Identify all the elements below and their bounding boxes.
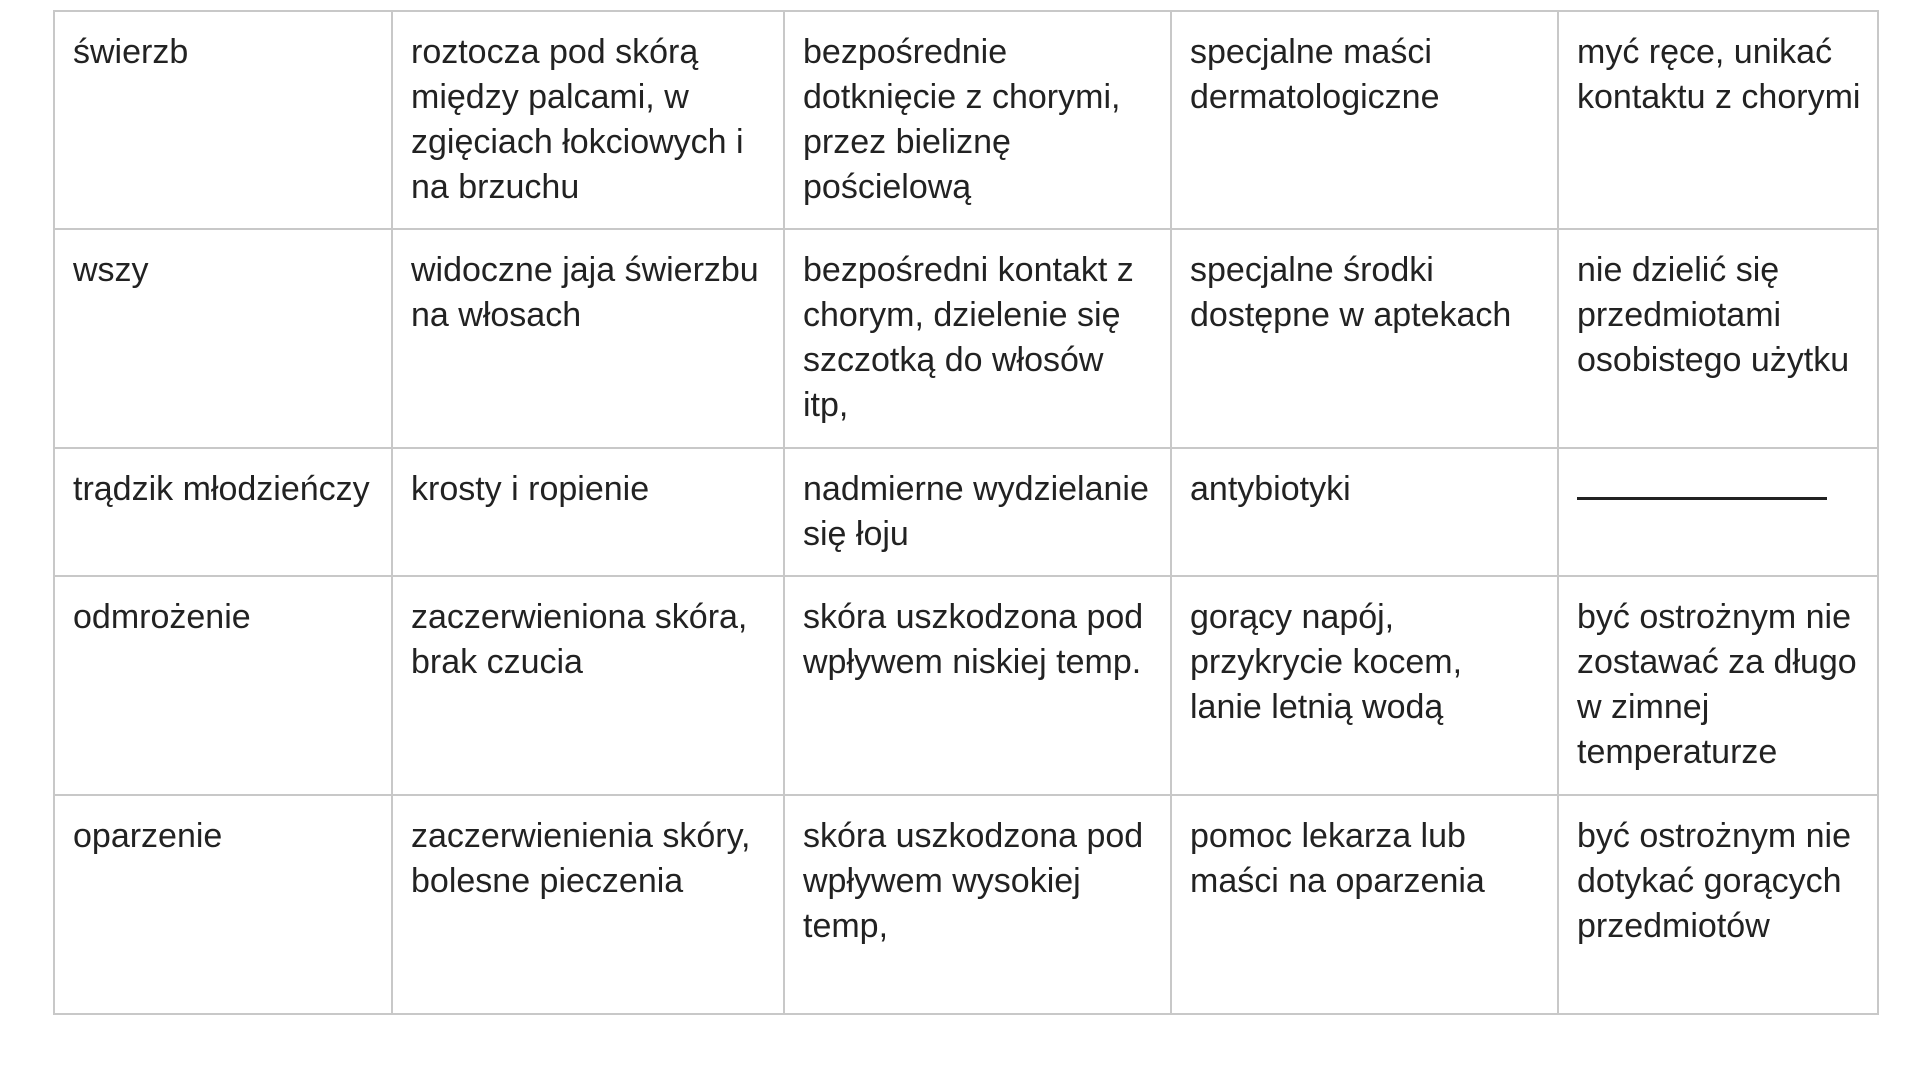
disease-table — [53, 10, 1879, 1015]
cell-symptoms: zaczerwienienia skóry, bolesne pieczenia — [392, 795, 784, 1014]
cell-condition: trądzik młodzieńczy — [54, 448, 392, 576]
cell-prevention: nie dzielić się przedmiotami osobistego użytku — [1558, 229, 1878, 448]
cell-treatment: pomoc lekarza lub maści na oparzenia — [1171, 795, 1558, 1014]
cell-symptoms: widoczne jaja świerzbu na włosach — [392, 229, 784, 448]
cell-treatment: gorący napój, przykrycie kocem, lanie letnią wodą — [1171, 576, 1558, 795]
cell-symptoms: zaczerwieniona skóra, brak czucia — [392, 576, 784, 795]
table-row — [54, 448, 1878, 576]
cell-condition: świerzb — [54, 11, 392, 229]
cell-condition: odmrożenie — [54, 576, 392, 795]
table-row — [54, 11, 1878, 229]
cell-cause: nadmierne wydzielanie się łoju — [784, 448, 1171, 576]
cell-symptoms: roztocza pod skórą między palcami, w zgięciach łokciowych i na brzuchu — [392, 11, 784, 229]
cell-treatment: specjalne środki dostępne w aptekach — [1171, 229, 1558, 448]
cell-prevention — [1558, 448, 1878, 576]
cell-cause: skóra uszkodzona pod wpływem wysokiej temp, — [784, 795, 1171, 1014]
table-row — [54, 795, 1878, 1014]
cell-cause: skóra uszkodzona pod wpływem niskiej temp. — [784, 576, 1171, 795]
table-row — [54, 576, 1878, 795]
cell-cause: bezpośrednie dotknięcie z chorymi, przez bieliznę pościelową — [784, 11, 1171, 229]
cell-prevention: być ostrożnym nie zostawać za długo w zimnej temperaturze — [1558, 576, 1878, 795]
cell-prevention: myć ręce, unikać kontaktu z chorymi — [1558, 11, 1878, 229]
cell-condition: oparzenie — [54, 795, 392, 1014]
cell-condition: wszy — [54, 229, 392, 448]
cell-prevention: być ostrożnym nie dotykać gorących przedmiotów — [1558, 795, 1878, 1014]
blank-answer-line — [1577, 467, 1827, 500]
cell-treatment: specjalne maści dermatologiczne — [1171, 11, 1558, 229]
table-row — [54, 229, 1878, 448]
cell-cause: bezpośredni kontakt z chorym, dzielenie się szczotką do włosów itp, — [784, 229, 1171, 448]
cell-symptoms: krosty i ropienie — [392, 448, 784, 576]
cell-treatment: antybiotyki — [1171, 448, 1558, 576]
